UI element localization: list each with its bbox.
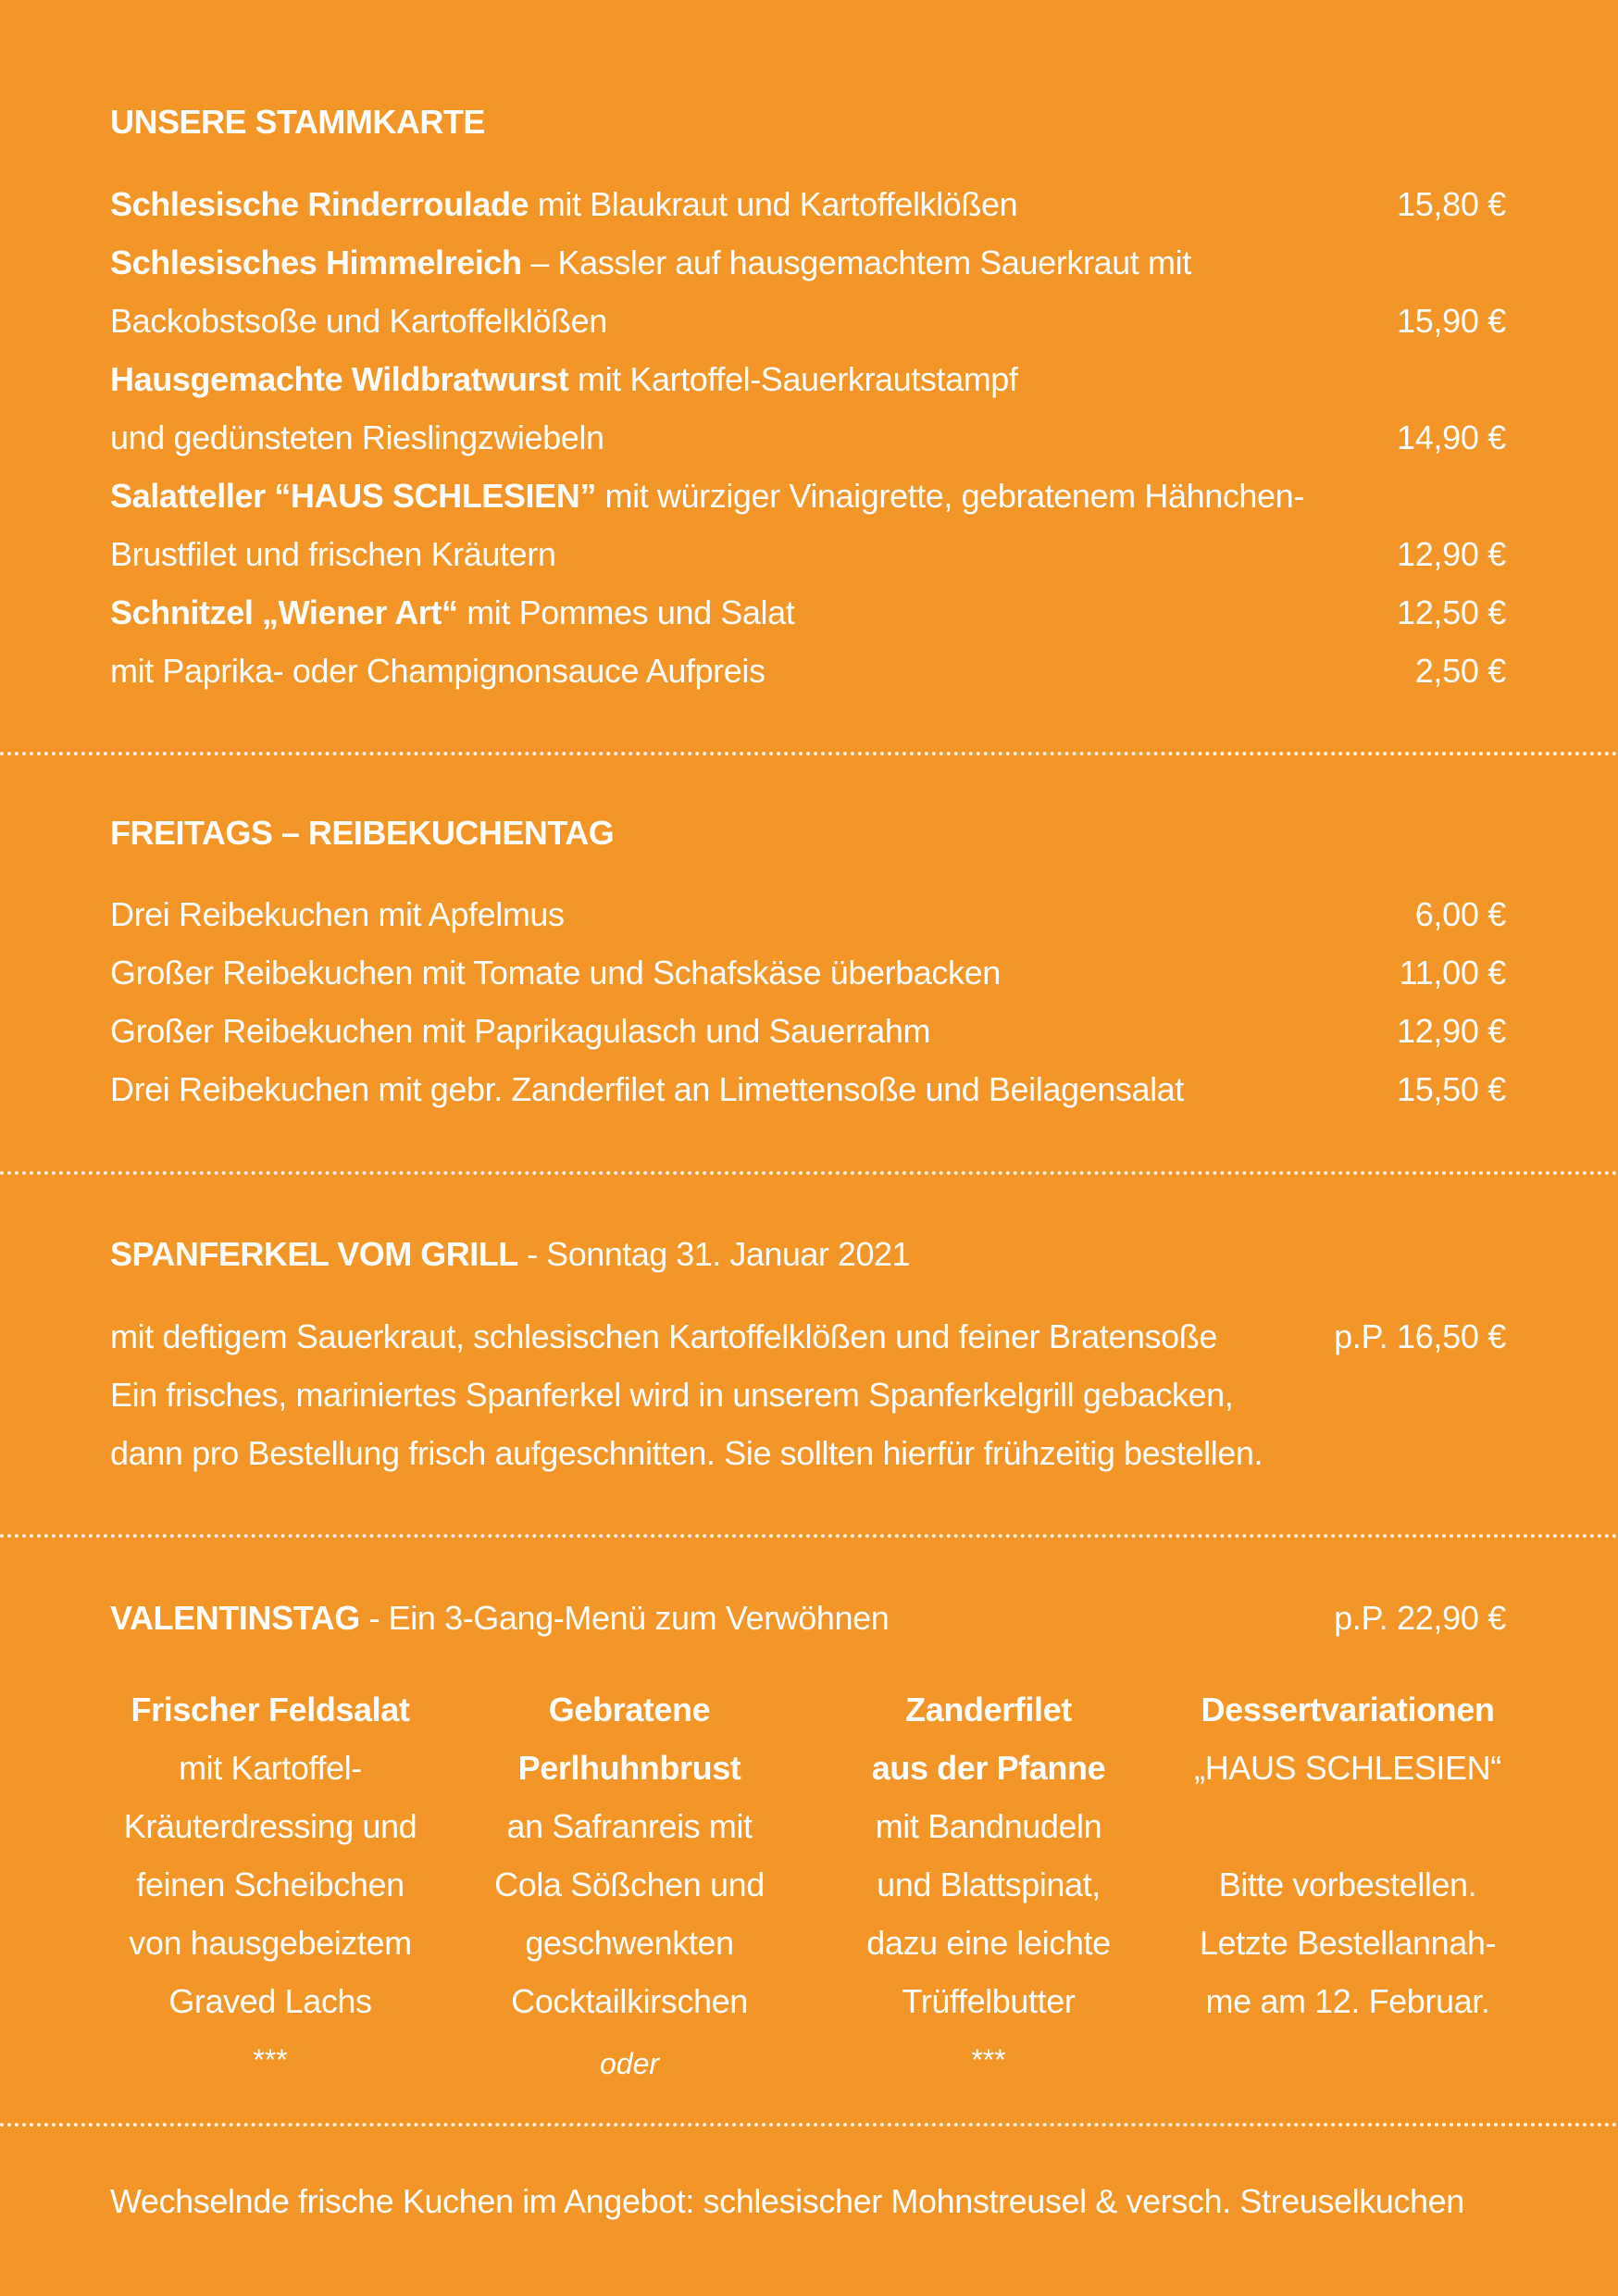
description-line xyxy=(110,1311,1506,1363)
item-price: 14,90 € xyxy=(1396,418,1506,456)
item-details: mit Kartoffel-Sauerkrautstampf xyxy=(568,360,1018,398)
course-description: geschwenkten xyxy=(525,1924,734,1962)
menu-item xyxy=(110,889,1506,941)
course-description: Bitte vorbestellen. xyxy=(1218,1866,1477,1903)
item-description xyxy=(110,237,1191,289)
menu-item xyxy=(110,1005,1506,1057)
course-description: me am 12. Februar. xyxy=(1205,1982,1490,2020)
valentinstag-header xyxy=(110,1592,1506,1644)
item-price: 12,50 € xyxy=(1396,593,1506,631)
item-details: Brustfilet und frischen Kräutern xyxy=(110,535,556,573)
stammkarte-title: UNSERE STAMMKARTE xyxy=(110,103,485,141)
valentinstag-heading: VALENTINSTAG xyxy=(110,1599,360,1637)
item-price: p.P. 16,50 € xyxy=(1334,1317,1506,1355)
item-description xyxy=(110,179,1017,231)
freitags-title: FREITAGS – REIBEKUCHENTAG xyxy=(110,814,615,852)
menu-item xyxy=(110,947,1506,999)
menu-item xyxy=(110,587,1506,639)
menu-item xyxy=(110,179,1506,231)
course-title: Dessertvariationen xyxy=(1201,1691,1495,1728)
item-name: Schlesisches Himmelreich xyxy=(110,243,522,281)
asterisk-separator: *** xyxy=(253,2043,288,2077)
course-title: Gebratene xyxy=(548,1691,711,1728)
course-description: feinen Scheibchen xyxy=(136,1866,404,1903)
item-description: Großer Reibekuchen mit Tomate und Schafskäse überbacken xyxy=(110,954,1001,992)
menu-item xyxy=(110,412,1506,464)
description-line xyxy=(110,1369,1506,1421)
item-description xyxy=(110,645,765,697)
item-description xyxy=(110,587,794,639)
course-description: mit Bandnudeln xyxy=(875,1807,1102,1845)
item-name: Schnitzel „Wiener Art“ xyxy=(110,593,458,631)
dotted-divider xyxy=(0,1534,1618,1538)
course-description: Graved Lachs xyxy=(168,1982,372,2020)
item-description xyxy=(110,295,607,347)
valentinstag-subtitle: - Ein 3-Gang-Menü zum Verwöhnen xyxy=(359,1599,890,1637)
item-details: Backobstsoße und Kartoffelklößen xyxy=(110,302,607,340)
spanferkel-date: - Sonntag 31. Januar 2021 xyxy=(517,1235,911,1273)
item-price: 15,50 € xyxy=(1396,1070,1506,1108)
course-title: aus der Pfanne xyxy=(871,1749,1106,1787)
course-description: dazu eine leichte xyxy=(866,1924,1111,1962)
dotted-divider xyxy=(0,1171,1618,1175)
course-description: an Safranreis mit xyxy=(506,1807,753,1845)
course-title: Perlhuhnbrust xyxy=(517,1749,741,1787)
menu-item xyxy=(110,1064,1506,1116)
menu-item xyxy=(110,295,1506,347)
menu-item xyxy=(110,354,1506,406)
item-description: Drei Reibekuchen mit gebr. Zanderfilet an Limettensoße und Beilagensalat xyxy=(110,1070,1184,1108)
line-text: Ein frisches, mariniertes Spanferkel wird in unserem Spanferkelgrill gebacken, xyxy=(110,1376,1234,1414)
course-column xyxy=(1181,1680,1514,2030)
course-title: Zanderfilet xyxy=(905,1691,1072,1728)
course-column xyxy=(104,1680,437,2030)
item-price: 2,50 € xyxy=(1414,652,1506,690)
item-price: 15,80 € xyxy=(1396,185,1506,223)
line-text: mit deftigem Sauerkraut, schlesischen Kartoffelklößen und feiner Bratensoße xyxy=(110,1317,1217,1355)
spacer xyxy=(1181,1797,1514,1855)
valentinstag-price: p.P. 22,90 € xyxy=(1334,1599,1506,1637)
item-details: mit Pommes und Salat xyxy=(457,593,795,631)
course-description: mit Kartoffel- xyxy=(179,1749,362,1787)
item-description xyxy=(110,354,1018,406)
item-price: 6,00 € xyxy=(1414,895,1506,933)
menu-item xyxy=(110,645,1506,697)
item-details: mit würziger Vinaigrette, gebratenem Hähnchen- xyxy=(595,477,1304,515)
item-details: mit Paprika- oder Champignonsauce Aufpreis xyxy=(110,652,765,690)
course-description: Trüffelbutter xyxy=(902,1982,1076,2020)
item-description xyxy=(110,412,604,464)
footer-note: Wechselnde frische Kuchen im Angebot: schlesischer Mohnstreusel & versch. Streuselkuchen xyxy=(110,2182,1464,2220)
menu-item xyxy=(110,237,1506,289)
spanferkel-title xyxy=(110,1234,910,1275)
item-price: 11,00 € xyxy=(1399,954,1506,992)
item-details: und gedünsteten Rieslingzwiebeln xyxy=(110,418,604,456)
menu-item xyxy=(110,470,1506,522)
course-description: Kräuterdressing und xyxy=(123,1807,417,1845)
asterisk-separator: *** xyxy=(971,2043,1006,2077)
item-price: 12,90 € xyxy=(1396,535,1506,573)
course-description: „HAUS SCHLESIEN“ xyxy=(1194,1749,1501,1787)
item-description xyxy=(110,470,1304,522)
item-description xyxy=(110,529,555,580)
course-column xyxy=(822,1680,1155,2030)
item-name: Salatteller “HAUS SCHLESIEN” xyxy=(110,477,596,515)
item-details: – Kassler auf hausgemachtem Sauerkraut mit xyxy=(521,243,1191,281)
dotted-divider xyxy=(0,752,1618,755)
menu-item xyxy=(110,529,1506,580)
item-details: mit Blaukraut und Kartoffelklößen xyxy=(529,185,1018,223)
course-description: Cola Sößchen und xyxy=(494,1866,765,1903)
item-name: Hausgemachte Wildbratwurst xyxy=(110,360,569,398)
course-column xyxy=(463,1680,796,2030)
course-description: Cocktailkirschen xyxy=(511,1982,748,2020)
description-line xyxy=(110,1428,1506,1479)
item-price: 15,90 € xyxy=(1396,302,1506,340)
oder-label: oder xyxy=(599,2047,660,2080)
course-description: und Blattspinat, xyxy=(877,1866,1101,1903)
dotted-divider xyxy=(0,2123,1618,2127)
course-description: Letzte Bestellannah- xyxy=(1199,1924,1497,1962)
item-name: Schlesische Rinderroulade xyxy=(110,185,529,223)
spanferkel-heading: SPANFERKEL VOM GRILL xyxy=(110,1235,518,1273)
course-title: Frischer Feldsalat xyxy=(131,1691,410,1728)
course-description: von hausgebeiztem xyxy=(129,1924,412,1962)
line-text: dann pro Bestellung frisch aufgeschnitten. Sie sollten hierfür frühzeitig bestellen. xyxy=(110,1434,1263,1472)
item-price: 12,90 € xyxy=(1396,1012,1506,1050)
item-description: Drei Reibekuchen mit Apfelmus xyxy=(110,895,565,933)
item-description: Großer Reibekuchen mit Paprikagulasch und Sauerrahm xyxy=(110,1012,931,1050)
